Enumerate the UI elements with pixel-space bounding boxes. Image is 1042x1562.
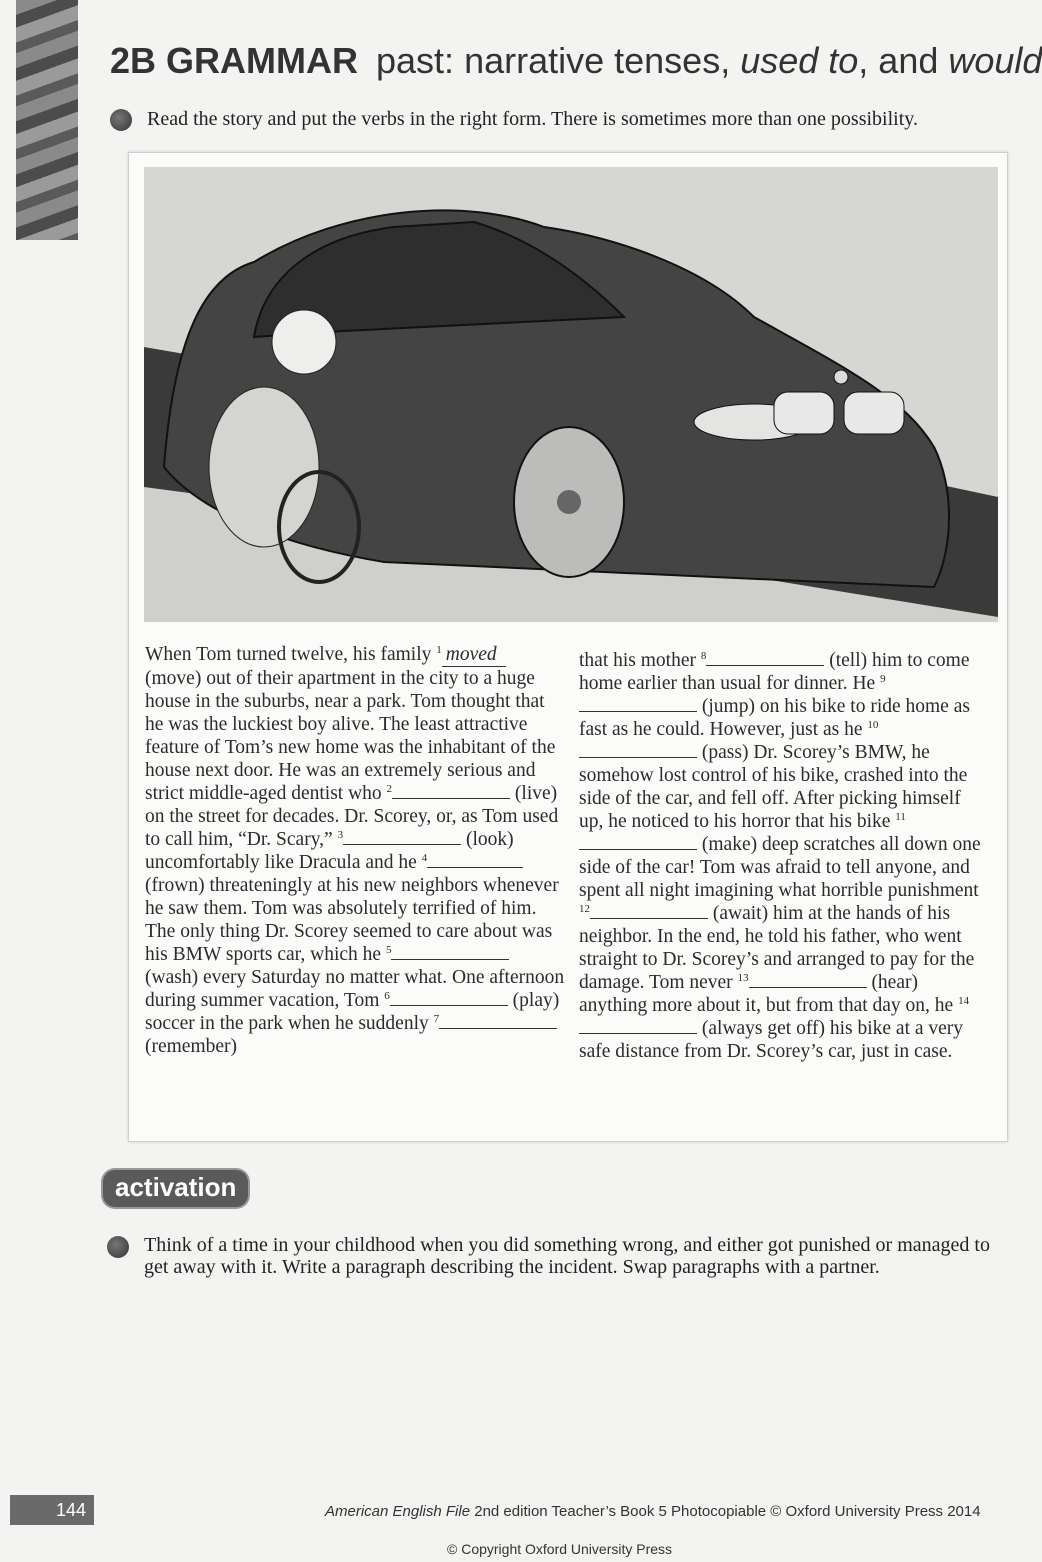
gap-14-input[interactable] xyxy=(579,1017,697,1034)
gap-8-input[interactable] xyxy=(706,649,824,666)
decorative-side-strip xyxy=(16,0,78,240)
gap-4-input[interactable] xyxy=(427,851,523,868)
gap-number: 3 xyxy=(337,829,344,841)
gap-9-input[interactable] xyxy=(579,695,697,712)
gap-number: 13 xyxy=(737,972,749,984)
footer-credit: American English File 2nd edition Teacher’s Book 5 Photocopiable © Oxford University Press 2014 xyxy=(325,1503,981,1520)
car-grille-right xyxy=(844,392,904,434)
gap-number: 8 xyxy=(700,650,707,662)
gap-number: 2 xyxy=(386,783,393,795)
gap-13-input[interactable] xyxy=(749,971,867,988)
page-number: 144 xyxy=(10,1495,94,1525)
gap-number: 10 xyxy=(867,719,879,731)
gap-7-input[interactable] xyxy=(439,1012,557,1029)
gap-11-input[interactable] xyxy=(579,833,697,850)
copyright-notice: © Copyright Oxford University Press xyxy=(447,1541,673,1557)
story-left-column: When Tom turned twelve, his family $^1$ moved (move) out of their apartment in the city to a huge house in the suburbs, near a park. Tom thought that he was the luckiest boy alive. The least attractive feature of Tom’s new home was the inhabitant of the house next door. He was an extremely serious and strict middle-aged dentist who $^2$ (live) on the street for decades. Dr. Scorey, or, as Tom used to call him, “Dr. Scary,” $^3$ (look) uncomfortably like Dracula and he $^4$ (frown) threateningly at his new neighbors whenever he saw them. Tom was absolutely terrified of him. The only thing Dr. Scorey seemed to care about was his BMW sports car, which he $^5$ (wash) every Saturday no matter what. One afternoon during summer vacation, Tom $^6$ (play) soccer in the park when he suddenly $^7$ (remember) xyxy=(145,644,565,1057)
gap-10-input[interactable] xyxy=(579,741,697,758)
activation-badge: activation xyxy=(103,1170,248,1207)
gap-number: 7 xyxy=(433,1013,440,1025)
exercise-bullet-icon xyxy=(110,109,132,131)
gap-number: 14 xyxy=(958,995,970,1007)
gap-6-input[interactable] xyxy=(390,989,508,1006)
boy-head xyxy=(272,310,336,374)
gap-number: 4 xyxy=(421,852,428,864)
gap-2-input[interactable] xyxy=(392,782,510,799)
gap-number: 9 xyxy=(880,673,886,685)
car-grille-left xyxy=(774,392,834,434)
unit-code: 2B xyxy=(110,40,157,81)
gap-12-input[interactable] xyxy=(590,902,708,919)
gap-number: 12 xyxy=(579,903,590,915)
gap-number: 1 xyxy=(436,644,442,656)
exercise-instruction: Read the story and put the verbs in the right form. There is sometimes more than one possibility. xyxy=(147,108,918,130)
gap-1-answer[interactable]: moved xyxy=(442,643,506,667)
bmw-logo xyxy=(834,370,848,384)
section-category: GRAMMAR xyxy=(166,40,359,81)
activation-bullet-icon xyxy=(107,1236,129,1258)
boy-body xyxy=(209,387,319,547)
gap-number: 11 xyxy=(895,811,906,823)
activation-instruction: Think of a time in your childhood when you did something wrong, and either got punished or managed to get away with it. Write a paragraph describing the incident. Swap paragraphs with a partner. xyxy=(144,1234,990,1278)
title-subtitle: past: narrative tenses, used to, and would xyxy=(376,40,1042,81)
story-illustration xyxy=(144,167,998,622)
story-right-column: that his mother $^8$ (tell) him to come home earlier than usual for dinner. He $^9$ (jump) on his bike to ride home as fast as he could. However, just as he $^{10}$ (pass) Dr. Scorey’s BMW, he somehow lost control of his bike, crashed into the side of the car, and fell off. After picking himself up, he noticed to his horror that his bike $^{11}$ (make) deep scratches all down one side of the car! Tom was afraid to tell anyone, and spent all night imagining what horrible punishment $^{12}$ (await) him at the hands of his neighbor. In the end, he told his father, who went straight to Dr. Scorey’s and arranged to pay for the damage. Tom never $^{13}$ (hear) anything more about it, but from that day on, he $^{14}$ (always get off) his bike at a very safe distance from Dr. Scorey’s car, just in case. xyxy=(579,650,981,1062)
gap-number: 5 xyxy=(385,944,392,956)
page-title xyxy=(110,40,1042,82)
gap-3-input[interactable] xyxy=(343,828,461,845)
gap-5-input[interactable] xyxy=(391,943,509,960)
gap-number: 6 xyxy=(384,990,390,1002)
car-bike-illustration xyxy=(144,167,998,622)
